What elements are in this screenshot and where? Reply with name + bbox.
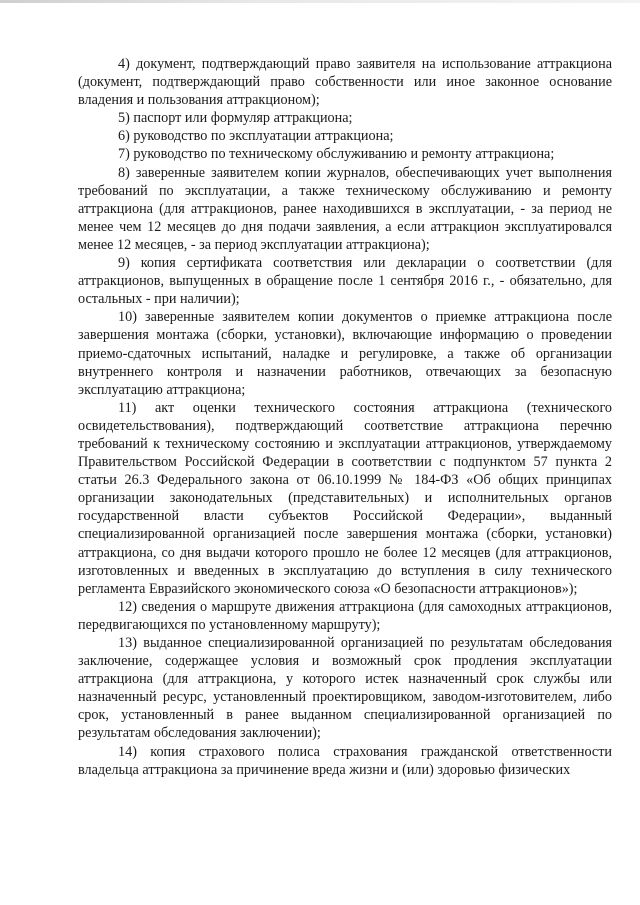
list-item-10: 10) заверенные заявителем копии документов о приемке аттракциона после завершения монтажа (сборки, установки), включающие информацию о проведении приемо-сдаточных испытаний, наладке и регулировке, а также об организации внутреннего контроля и назначении работников, отвечающих за безопасную эксплуатацию аттракциона; (78, 309, 612, 398)
document-page (78, 55, 612, 779)
list-item-4: 4) документ, подтверждающий право заявителя на использование аттракциона (документ, подтверждающий право собственности или иное законное основание владения и пользования аттракционом); (78, 56, 612, 109)
list-item-9: 9) копия сертификата соответствия или декларации о соответствии (для аттракционов, выпущенных в обращение после 1 сентября 2016 г., - обязательно, для остальных - при наличии); (78, 255, 612, 308)
list-item-14: 14) копия страхового полиса страхования гражданской ответственности владельца аттракциона за причинение вреда жизни и (или) здоровью физических (78, 743, 612, 778)
list-item-12: 12) сведения о маршруте движения аттракциона (для самоходных аттракционов, передвигающихся по установленному маршруту); (78, 598, 612, 633)
scan-top-edge (0, 0, 640, 3)
list-item-7: 7) руководство по техническому обслуживанию и ремонту аттракциона; (118, 146, 555, 163)
list-item-8: 8) заверенные заявителем копии журналов, обеспечивающих учет выполнения требований по эксплуатации, а также техническому обслуживанию и ремонту аттракциона (для аттракционов, ранее находившихся в эксплуатации, - за период не менее чем 12 месяцев до дня подачи заявления, а если аттракцион эксплуатировался менее 12 месяцев, - за период эксплуатации аттракциона); (78, 164, 612, 253)
list-item-11: 11) акт оценки технического состояния аттракциона (технического освидетельствования), подтверждающий соответствие аттракциона перечню требований к техническому состоянию и эксплуатации аттракционов, утверждаемому Правительством Российской Федерации в соответствии с подпунктом 57 пункта 2 статьи 26.3 Федерального закона от 06.10.1999 № 184-ФЗ «Об общих принципах организации законодательных (представительных) и исполнительных органов государственной власти субъектов Российской Федерации», выданный специализированной организацией после завершения монтажа (сборки, установки) аттракциона, со дня выдачи которого прошло не более 12 месяцев (для аттракционов, изготовленных и введенных в эксплуатацию до вступления в силу технического регламента Евразийского экономического союза «О безопасности аттракционов»); (78, 399, 612, 597)
list-item-6: 6) руководство по эксплуатации аттракциона; (118, 128, 394, 145)
list-item-5: 5) паспорт или формуляр аттракциона; (118, 110, 353, 127)
list-item-13: 13) выданное специализированной организацией по результатам обследования заключение, содержащее условия и возможный срок продления эксплуатации аттракциона (для аттракциона, у которого истек назначенный срок службы или назначенный ресурс, установленный проектировщиком, заводом-изготовителем, либо срок, установленный в ранее выданном специализированной организацией по результатам обследования заключении); (78, 635, 612, 742)
